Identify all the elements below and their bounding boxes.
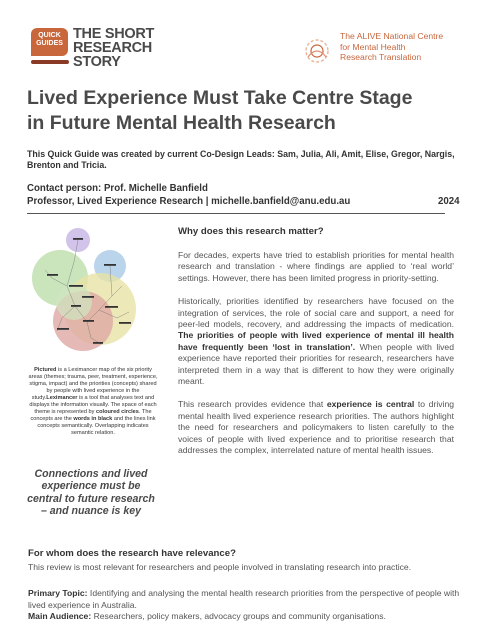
primary-topic-text: Identifying and analysing the mental health research priorities from the perspective of people with lived experience in Australia. bbox=[28, 588, 460, 610]
contact-person: Contact person: Prof. Michelle Banfield bbox=[27, 183, 208, 194]
why-p3-text-a: This research provides evidence that bbox=[178, 399, 327, 410]
map-concept-label bbox=[83, 320, 94, 322]
brand-line-2: RESEARCH bbox=[73, 40, 152, 56]
map-concept-label bbox=[71, 305, 81, 307]
map-concept-label bbox=[69, 285, 83, 287]
header bbox=[0, 0, 482, 80]
short-research-story-logo bbox=[73, 27, 154, 69]
alive-logo-icon bbox=[302, 36, 332, 66]
page-title bbox=[27, 86, 467, 136]
main-audience-text: Researchers, policy makers, advocacy groups and community organisations. bbox=[91, 611, 386, 622]
caption-words: words in black bbox=[73, 416, 113, 422]
spacer bbox=[28, 573, 468, 588]
map-concept-label bbox=[93, 342, 103, 344]
relevance-heading: For whom does the research have relevance? bbox=[28, 548, 236, 559]
title-line-1: Lived Experience Must Take Centre Stage bbox=[27, 87, 413, 109]
alive-line-2: for Mental Health bbox=[340, 41, 406, 52]
why-paragraph-1: For decades, experts have tried to establish priorities for mental health research and translation - where findings are applied to ‘real world’ settings. However, there has been limited progress in priority-setting. bbox=[178, 250, 454, 283]
intro-text: This Quick Guide was created by current Co-Design Leads: Sam, Julia, Ali, Amit, Elise, Gregor, Nargis, Brenton and Tricia. bbox=[27, 149, 455, 170]
leximancer-map-image bbox=[27, 226, 157, 364]
caption-text-4: and the lines link concepts semantically. Overlapping indicates semantic relation. bbox=[37, 416, 156, 436]
brand-line-1: THE SHORT bbox=[73, 26, 155, 42]
caption-text-1: is a Leximancer map of the six priority areas (themes; trauma, peer, treatment, experience, stigma, impact) and the priorities (concepts) shared by people with lived experience in the study. bbox=[28, 367, 158, 401]
primary-topic bbox=[28, 588, 468, 611]
divider bbox=[27, 213, 445, 214]
why-p2-text-c: When people with lived experience have reported their priorities for research, researchers have interpreted them in a way that is different to how they were originally meant. bbox=[178, 341, 454, 387]
map-concept-label bbox=[47, 274, 58, 276]
main-audience bbox=[28, 611, 468, 622]
title-line-2: in Future Mental Health Research bbox=[27, 112, 336, 134]
brand-line-3: STORY bbox=[73, 54, 121, 70]
alive-centre-name bbox=[340, 31, 443, 63]
why-section bbox=[178, 226, 454, 469]
why-p2-text-a: Historically, priorities identified by researchers have focused on the integration of services, the role of social care and support, a need for peer-led models, recovery, and addressing the impacts of medication. bbox=[178, 296, 454, 330]
map-concept-label bbox=[105, 306, 118, 308]
main-audience-label: Main Audience: bbox=[28, 611, 92, 622]
alive-line-1: The ALIVE National Centre bbox=[340, 31, 444, 41]
map-concept-label bbox=[104, 264, 116, 266]
quick-guides-badge-text: QUICK GUIDES bbox=[36, 32, 63, 47]
quick-guides-underline bbox=[31, 60, 69, 64]
relevance-section bbox=[28, 548, 468, 623]
caption-circles: coloured circles bbox=[96, 409, 139, 415]
figure-caption bbox=[28, 367, 158, 437]
contact-details: Professor, Lived Experience Research | michelle.banfield@anu.edu.au bbox=[27, 196, 351, 207]
why-paragraph-2 bbox=[178, 296, 454, 387]
quick-guides-badge bbox=[31, 28, 68, 56]
caption-pictured: Pictured bbox=[34, 367, 57, 373]
map-concept-label bbox=[119, 322, 131, 324]
caption-text-2: is a tool that analyses text and displays the information visually. The space of each theme is represented by bbox=[29, 395, 157, 415]
relevance-text: This review is most relevant for researchers and people involved in translating research into practice. bbox=[28, 562, 412, 572]
caption-text-3: . The concepts are the bbox=[30, 409, 152, 422]
primary-topic-label: Primary Topic: bbox=[28, 588, 88, 599]
map-concept-label bbox=[73, 238, 83, 240]
why-p2-bold: The priorities of people with lived experience of mental ill health have frequently been ‘lost in translation’. bbox=[178, 330, 454, 352]
map-concept-label bbox=[82, 296, 94, 298]
caption-leximancer: Leximancer bbox=[46, 395, 78, 401]
why-p3-bold: experience is central bbox=[326, 399, 415, 410]
why-paragraph-3 bbox=[178, 399, 454, 456]
alive-line-3: Research Translation bbox=[340, 52, 422, 62]
publication-year: 2024 bbox=[438, 196, 460, 207]
contact-block bbox=[27, 182, 472, 208]
map-circle-lightgreen bbox=[56, 284, 92, 320]
why-p3-text-c: to driving mental health lived experience research priorities. The authors highlight the need for researchers and policymakers to listen carefully to the voices of people with lived experience and to prioritise research that addresses the complex, interrelated nature of mental health issues. bbox=[178, 399, 455, 456]
pull-quote: Connections and lived experience must be central to future research – and nuance is key bbox=[27, 468, 155, 517]
map-concept-label bbox=[57, 328, 69, 330]
why-heading: Why does this research matter? bbox=[178, 226, 324, 237]
